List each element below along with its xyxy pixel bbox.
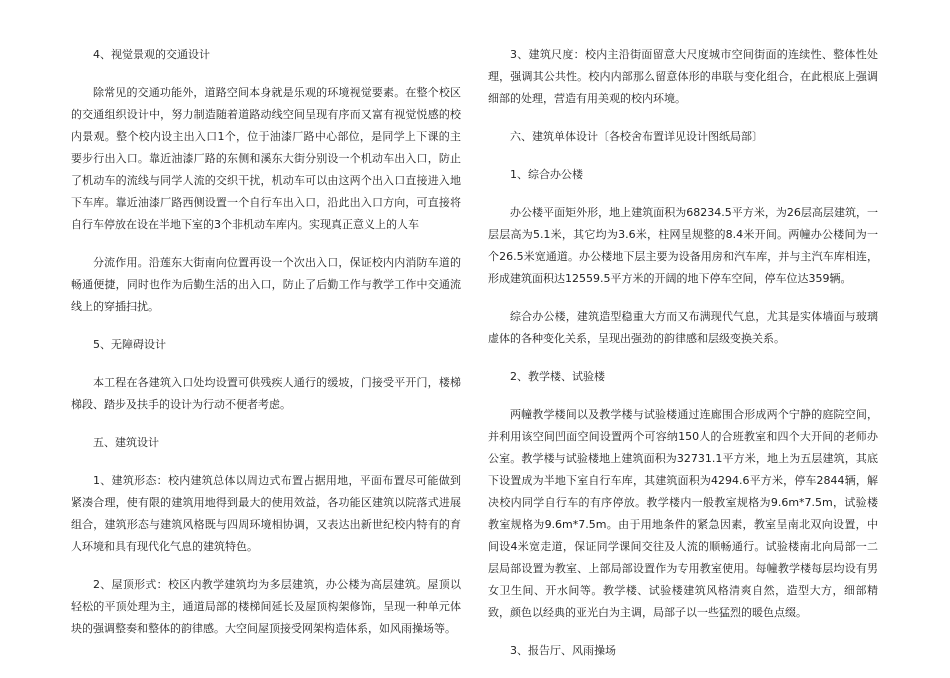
right-column bbox=[488, 44, 878, 678]
subsection-heading-office: 1、综合办公楼 bbox=[510, 168, 583, 181]
paragraph-roof-form: 2、屋顶形式：校区内教学建筑均为多层建筑，办公楼为高层建筑。屋顶以轻松的平顶处理为主，通道局部的楼梯间延长及屋顶构架修饰，呈现一种单元体块的强调整奏和整体的韵律感。大空间屋顶接受网架构造体系，如风雨操场等。 bbox=[71, 578, 461, 635]
paragraph-traffic-diversion: 分流作用。沿莲东大街南向位置再设一个次出入口，保证校内内消防车道的畅通便捷，同时也作为后勤生活的出入口，防止了后勤工作与教学工作中交通流线上的穿插扫扰。 bbox=[71, 256, 461, 313]
section-heading-visual-traffic: 4、视觉景观的交通设计 bbox=[93, 48, 210, 61]
paragraph-building-scale: 3、建筑尺度：校内主沿街面留意大尺度城市空间街面的连续性、整体性处理，强调其公共性。校内内部那么留意体形的串联与变化组合，在此根底上强调细部的处理，营造有用美观的校内环境。 bbox=[488, 48, 878, 105]
paragraph-office-plan: 办公楼平面矩外形，地上建筑面积为68234.5平方米，为26层高层建筑，一层层高为5.1米，其它均为3.6米，柱网呈规整的8.4米开间。两幢办公楼间为一个26.5米宽通道。办公楼地下层主要为设备用房和汽车库，并与主汽车库相连，形成建筑面积达12559.5平方米的开阔的地下停车空间，停车位达359辆。 bbox=[488, 206, 878, 285]
subsection-heading-teaching: 2、教学楼、试验楼 bbox=[510, 370, 605, 383]
paragraph-accessibility: 本工程在各建筑入口处均设置可供残疾人通行的缓坡，门接受平开门，楼梯梯段、踏步及扶手的设计为行动不便者考虑。 bbox=[71, 376, 461, 411]
section-heading-single-building: 六、建筑单体设计〔各校舍布置详见设计图纸局部〕 bbox=[510, 130, 763, 143]
left-column bbox=[71, 44, 461, 656]
subsection-heading-hall-gym: 3、报告厅、风雨操场 bbox=[510, 644, 616, 657]
paragraph-building-form: 1、建筑形态：校内建筑总体以周边式布置占据用地，平面布置尽可能做到紧凑合理，使有限的建筑用地得到最大的使用效益，各功能区建筑以院落式进展组合，建筑形态与建筑风格既与四周环境相协调，又表达出新世纪校内特有的育人环境和具有现代化气息的建筑特色。 bbox=[71, 474, 461, 553]
paragraph-teaching-buildings: 两幢教学楼间以及教学楼与试验楼通过连廊围合形成两个宁静的庭院空间，并利用该空间凹面空间设置两个可容纳150人的合班教室和四个大开间的老师办公室。教学楼与试验楼地上建筑面积为32731.1平方米，地上为五层建筑，其底下设置成为半地下室自行车库，其建筑面积为4294.6平方米，停车2844辆，解决校内同学自行车的有序停放。教学楼内一般教室规格为9.6m*7.5m，试验楼教室规格为9.6m*7.5m。由于用地条件的紧急因素，教室呈南北双向设置，中间设4米宽走道，保证同学课间交往及人流的顺畅通行。试验楼南北向局部一二层局部设置为教室、上部局部设置作为专用教室使用。每幢教学楼每层均设有男女卫生间、开水间等。教学楼、试验楼建筑风格清爽自然，造型大方，细部精致，颜色以经典的亚光白为主调，局部子以一些猛烈的暖色点缀。 bbox=[488, 408, 878, 619]
section-heading-architecture: 五、建筑设计 bbox=[93, 436, 159, 449]
paragraph-traffic-organization: 除常见的交通功能外，道路空间本身就是乐观的环境视觉要素。在整个校区的交通组织设计中，努力制造随着道路动线空间呈现有序而又富有视觉悦感的校内景观。整个校内设主出入口1个，位于油漆厂路中心部位，是同学上下课的主要步行出入口。靠近油漆厂路的东侧和溪东大街分别设一个机动车出入口，防止了机动车的流线与同学人流的交织干扰，机动车可以由这两个出入口直接进入地下车库。靠近油漆厂路西侧设置一个自行车出入口，沿此出入口方向，可直接将自行车停放在设在半地下室的3个非机动车库内。实现真正意义上的人车 bbox=[71, 86, 461, 231]
section-heading-accessibility: 5、无障碍设计 bbox=[93, 338, 166, 351]
paragraph-office-style: 综合办公楼，建筑造型稳重大方而又布满现代气息，尤其是实体墙面与玻璃虚体的各种变化关系，呈现出强劲的韵律感和层级变换关系。 bbox=[488, 310, 878, 345]
